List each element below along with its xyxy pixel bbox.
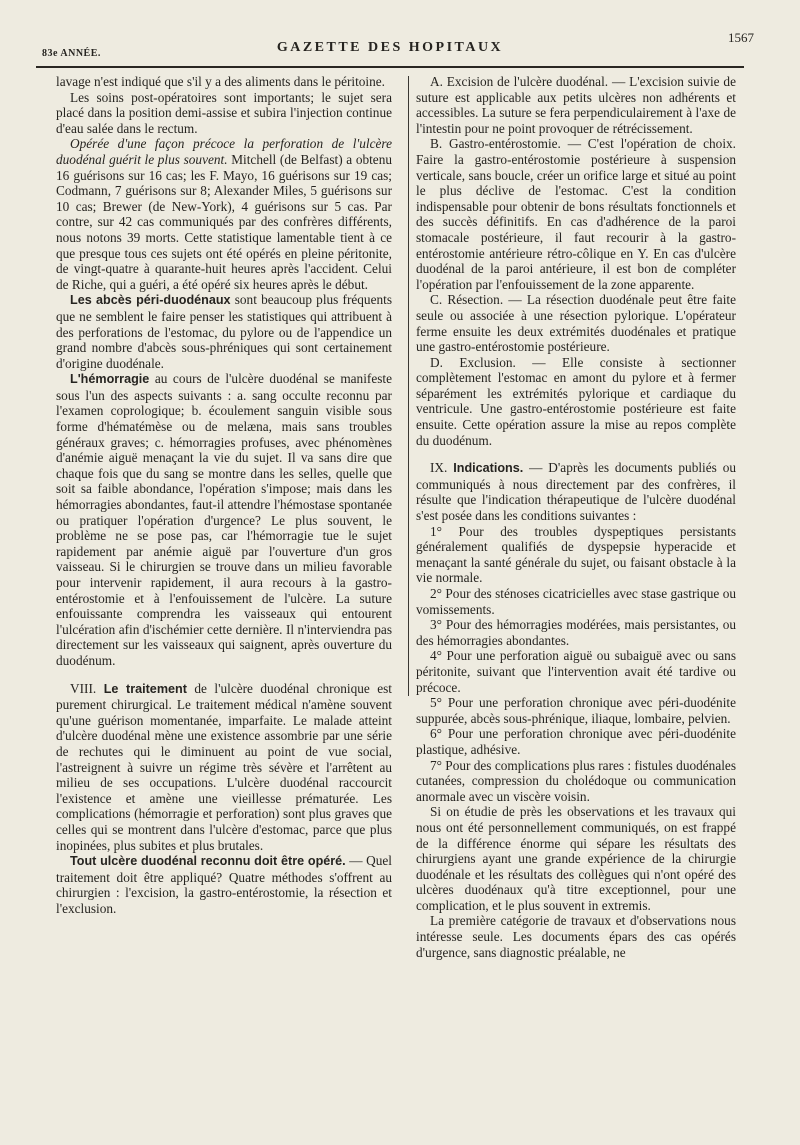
paragraph: lavage n'est indiqué que s'il y a des aliments dans le péritoine.	[56, 74, 386, 89]
paragraph-body: au cours de l'ulcère duodénal se manifeste sous l'un des aspects suivants : a. sang occulte reconnu par l'examen coprologique; b. écoulement sanguin visible sous forme d'hématémèse ou de melæna, mais sans troubles généraux graves; c. hémorragies profuses, avec phénomènes d'anémie aiguë menaçant la vie du sujet. Il va sans dire que chaque fois que du sang se montre dans les selles, quelle que soit sa faible abondance, l'opération s'impose; mais dans les hémorragies abondantes, faut-il attendre l'hémostase spontanée ou pratiquer l'opération d'urgence? Le plus souvent, le problème ne se pose pas, car l'hémorragie tue le sujet rapidement par anémie aiguë par l'ouverture d'un gros vaisseau. Si le chirurgien se trouve dans un milieu favorable pour intervenir rapidement, il aura recours à la gastro-entérostomie et à l'enfouissement de l'ulcère. La suture enfouissante comprendra les vaisseaux qui entourent l'ulcération afin d'ischémier cette dernière. Il n'interviendra pas directement sur les vaisseaux qui saignent, après ouverture du duodénum.	[56, 371, 393, 668]
paragraph: C. Résection. — La résection duodénale peut être faite seule ou associée à une résection pylorique. L'opérateur ferme ensuite les deux extrémités duodénales et pratique une gastro-entérostomie postérieure.	[416, 292, 736, 355]
paragraph: Si on étudie de près les observations et les travaux qui nous ont été personnellement communiqués, on est frappé de la différence énorme qui sépare les résultats des chirurgiens ayant une grande expérience de la chirurgie duodénale et les résultats des collègues qui n'ont opéré des ulcères duodénaux qu'à titre exceptionnel, pour une complication, et le plus souvent in extremis.	[416, 804, 736, 913]
paragraph-body: — D'après les documents publiés ou communiqués à nous directement par des confrères, il résulte que l'indication thérapeutique de l'ulcère duodénal s'est posée dans les conditions suivantes :	[416, 460, 736, 524]
section-heading: Le traitement	[103, 681, 187, 696]
paragraph: Les soins post-opératoires sont importants; le sujet sera placé dans la position demi-assise et subira l'injection continue d'eau salée dans le rectum.	[56, 89, 392, 136]
paragraph: B. Gastro-entérostomie. — C'est l'opération de choix. Faire la gastro-entérostomie postérieure à suspension verticale, sans boucle, créer un orifice large et situé au point le plus déclive de l'estomac. C'est la condition indispensable pour obtenir de bons résultats fonctionnels et des succès définitifs. En cas d'adhérence de la paroi stomacale postérieure, il faut recourir à la gastro-entérostomie antérieure rétro-côlique en Y. En cas d'ulcère duodénal de la paroi antérieure, il est bon de compléter l'opération par l'enfouissement de la zone apparente.	[416, 136, 736, 292]
left-column	[56, 74, 392, 916]
paragraph-body: Mitchell (de Belfast) a obtenu 16 guérisons sur 16 cas; les F. Mayo, 16 guérisons sur 19 cas; Codmann, 7 guérisons sur 8; Alexander Miles, 5 guérisons sur 10 cas; Brewer (de New-York), 4 guérisons sur 5 cas. Par contre, sur 42 cas communiqués par des confrères différents, nous notons 39 morts. Cette statistique lamentable tient à ce que presque tous ces sujets ont été opérés en pleine péritonite, de vingt-quatre à quarante-huit heures après l'accident. Celui de Riche, qui a guéri, a été opéré six heures après le début.	[56, 151, 393, 292]
page-header	[36, 28, 754, 66]
list-item: 3° Pour des hémorragies modérées, mais persistantes, ou des hémorragies abondantes.	[416, 617, 736, 648]
paragraph-body: sont beaucoup plus fréquents que ne semblent le faire penser les statistiques qui attribuent à des perforations de l'estomac, du pylore ou de l'appendice un grand nombre d'abcès sous-phréniques qui sont certainement d'origine duodénale.	[56, 292, 392, 371]
paragraph: A. Excision de l'ulcère duodénal. — L'excision suivie de suture est applicable aux petits ulcères non adhérents et accessibles. La suture se fera perpendiculairement à l'axe de l'intestin pour ne point provoquer de rétrécissement.	[416, 74, 736, 136]
paragraph-body: — Quel traitement doit être appliqué? Quatre méthodes s'offrent au chirurgien : l'excision, la gastro-entérostomie, la résection et l'exclusion.	[56, 853, 393, 916]
section-number: IX.	[430, 460, 448, 476]
italic-lead: Opérée d'une façon précoce la perforation de l'ulcère duodénal guérit le plus souvent.	[56, 136, 392, 167]
paragraph	[56, 292, 392, 371]
column-divider	[408, 76, 409, 696]
paragraph	[56, 681, 392, 854]
section-heading: Indications.	[453, 461, 524, 476]
paragraph	[56, 371, 392, 668]
subheading: Tout ulcère duodénal reconnu doit être opéré.	[70, 854, 346, 869]
issue-label: 83e ANNÉE.	[42, 48, 101, 59]
subheading: Les abcès péri-duodénaux	[70, 293, 231, 308]
list-item: 1° Pour des troubles dyspeptiques persistants généralement qualifiés de dyspepsie hyperacide et menaçant la santé générale du sujet, ou faisant obstacle à la vie normale.	[416, 523, 736, 586]
list-item: 2° Pour des sténoses cicatricielles avec stase gastrique ou vomissements.	[416, 586, 736, 617]
paragraph: D. Exclusion. — Elle consiste à sectionner complètement l'estomac en amont du pylore et à fermer séparément les extrémités pylorique et cardiaque du ventricule. Une gastro-entérostomie postérieure est faite ensuite. Cette opération assure la mise au repos complète du duodénum.	[416, 354, 736, 448]
paragraph	[56, 136, 392, 292]
list-item: 4° Pour une perforation aiguë ou subaiguë avec ou sans péritonite, suivant que l'intervention avait été tardive ou précoce.	[416, 648, 736, 695]
list-item: 5° Pour une perforation chronique avec péri-duodénite suppurée, abcès sous-phrénique, iliaque, lombaire, pelvien.	[416, 695, 736, 726]
right-column	[416, 74, 736, 960]
list-item: 7° Pour des complications plus rares : fistules duodénales cutanées, compression du cholédoque ou communication anormale avec un viscère voisin.	[416, 757, 736, 804]
header-rule	[36, 66, 744, 68]
journal-title: GAZETTE DES HOPITAUX	[276, 40, 504, 55]
list-item: 6° Pour une perforation chronique avec péri-duodénite plastique, adhésive.	[416, 726, 736, 757]
subheading: L'hémorragie	[70, 372, 150, 387]
paragraph	[416, 460, 736, 523]
paragraph-body: de l'ulcère duodénal chronique est purement chirurgical. Le traitement médical n'amène souvent qu'une guérison momentanée, imparfaite. Le malade atteint d'ulcère duodénal mène une existence assombrie par une série de rechutes qui le diminuent au point de vue social, l'astreignent à suivre un régime très sévère et l'arrêtent au milieu de ses occupations. L'ulcère duodénal raccourcit l'existence et amène une vieillesse prématurée. Les complications (hémorragie et perforation) sont plus graves que celles qui se montrent dans l'ulcère d'estomac, parce que plus inopinées, plus subites et plus brutales.	[56, 680, 393, 853]
paragraph	[56, 853, 392, 916]
section-number: VIII.	[70, 680, 97, 696]
paragraph: La première catégorie de travaux et d'observations nous intéresse seule. Les documents épars des cas opérés d'urgence, sans diagnostic préalable, ne	[416, 913, 736, 960]
page-number: 1567	[728, 30, 754, 45]
